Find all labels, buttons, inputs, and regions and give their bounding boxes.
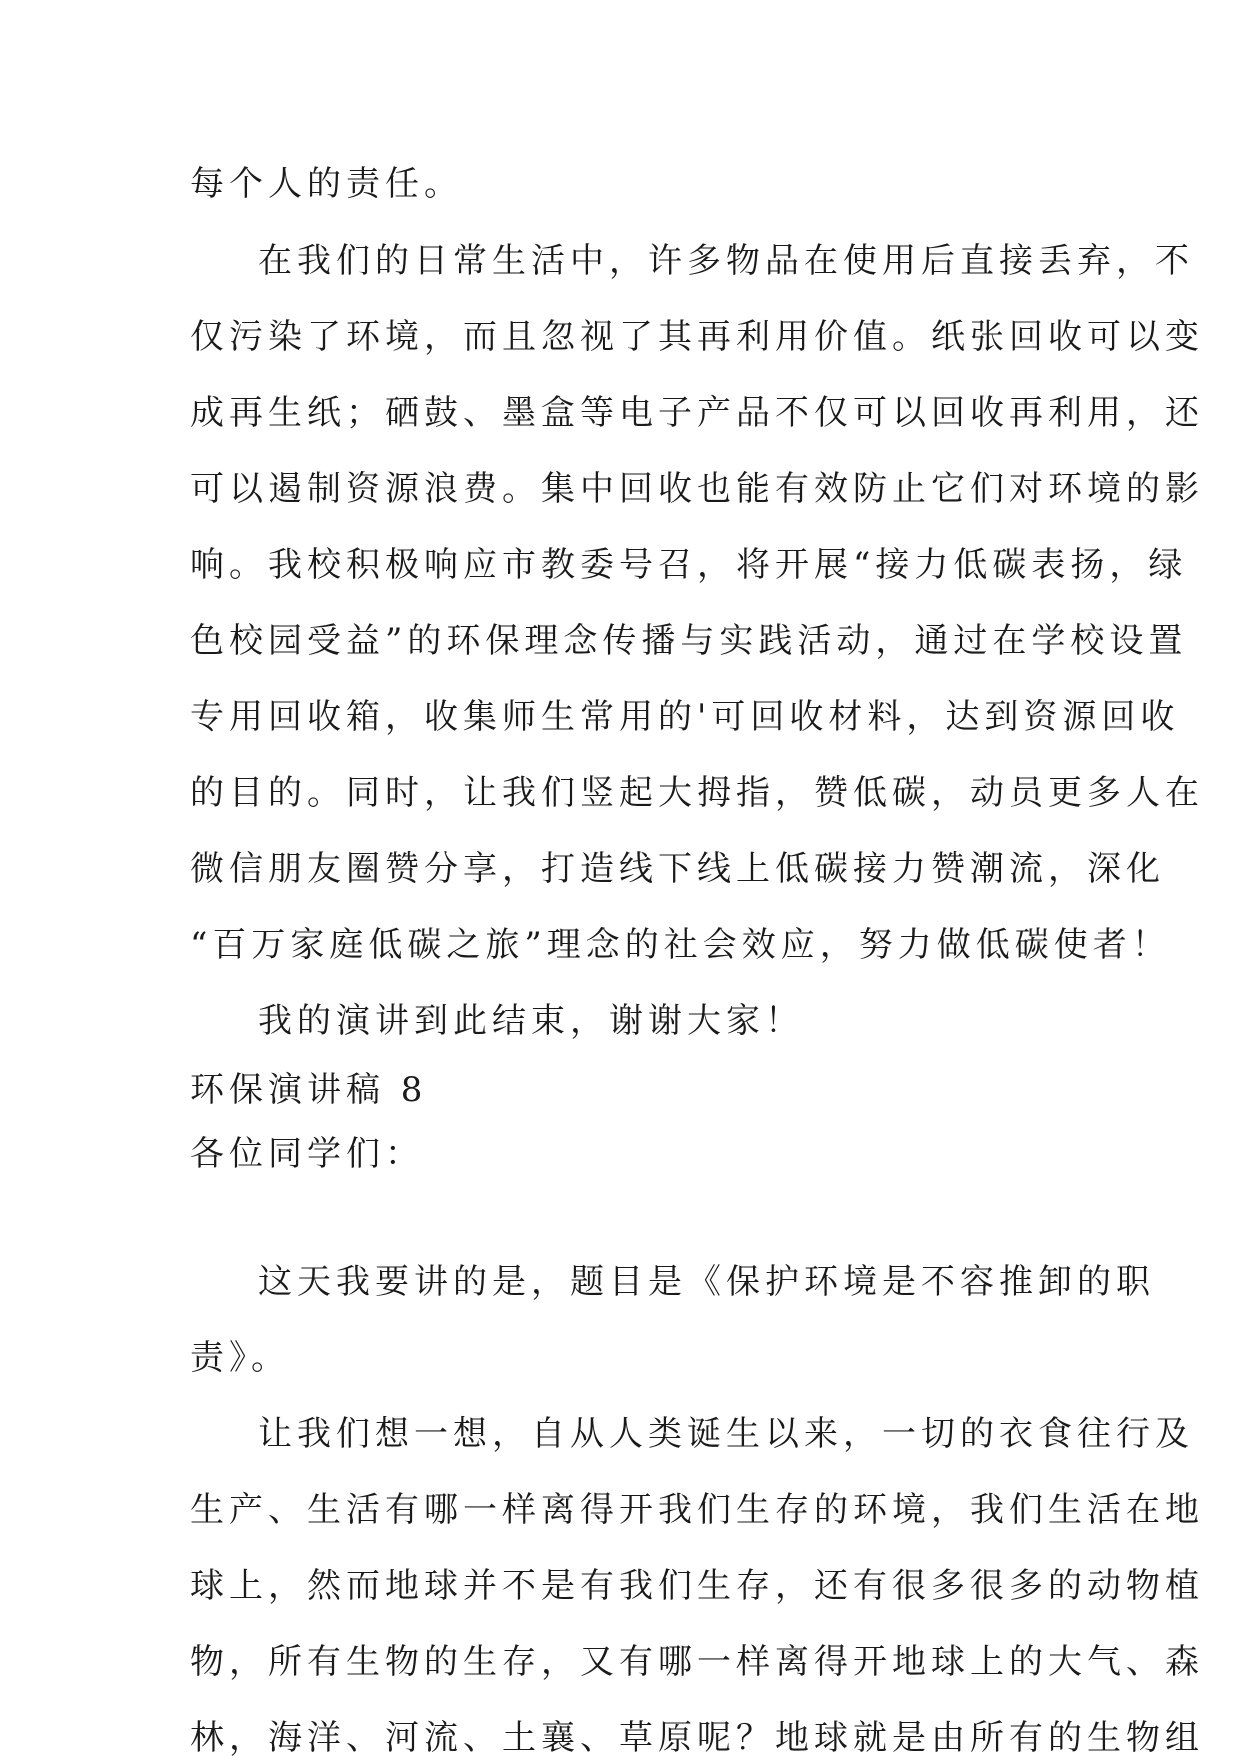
paragraph-line: 成再生纸；硒鼓、墨盒等电子产品不仅可以回收再利用，还: [190, 393, 1204, 433]
section-title: 环保演讲稿 8: [190, 1070, 428, 1110]
paragraph-line: 仅污染了环境，而且忽视了其再利用价值。纸张回收可以变: [190, 317, 1204, 357]
paragraph-line: 让我们想一想，自从人类诞生以来，一切的衣食往行及: [258, 1414, 1194, 1454]
paragraph-line: 球上，然而地球并不是有我们生存，还有很多很多的动物植: [190, 1566, 1204, 1606]
paragraph-line: 物，所有生物的生存，又有哪一样离得开地球上的大气、森: [190, 1642, 1204, 1682]
paragraph-line: 林，海洋、河流、土襄、草原呢？地球就是由所有的生物组: [190, 1718, 1204, 1758]
paragraph-line: 生产、生活有哪一样离得开我们生存的环境，我们生活在地: [190, 1490, 1204, 1530]
paragraph-line: 响。我校积极响应市教委号召，将开展“接力低碳表扬，绿: [190, 545, 1188, 585]
paragraph-line-continuation: 每个人的责任。: [190, 164, 463, 204]
paragraph-line: 的目的。同时，让我们竖起大拇指，赞低碳，动员更多人在: [190, 773, 1204, 813]
paragraph-line: 色校园受益”的环保理念传播与实践活动，通过在学校设置: [190, 621, 1188, 661]
paragraph-line: 可以遏制资源浪费。集中回收也能有效防止它们对环境的影: [190, 469, 1204, 509]
paragraph-line: 在我们的日常生活中，许多物品在使用后直接丢弃，不: [258, 241, 1194, 281]
paragraph-line: 这天我要讲的是，题目是《保护环境是不容推卸的职: [258, 1262, 1155, 1302]
paragraph-line: 责》。: [190, 1338, 290, 1378]
paragraph-line: “百万家庭低碳之旅”理念的社会效应，努力做低碳使者！: [190, 925, 1171, 965]
paragraph-line: 专用回收箱，收集师生常用的'可回收材料，达到资源回收: [190, 697, 1180, 737]
salutation: 各位同学们：: [190, 1134, 424, 1174]
paragraph-line: 微信朋友圈赞分享，打造线下线上低碳接力赞潮流，深化: [190, 849, 1165, 889]
closing-line: 我的演讲到此结束，谢谢大家！: [258, 1001, 804, 1041]
